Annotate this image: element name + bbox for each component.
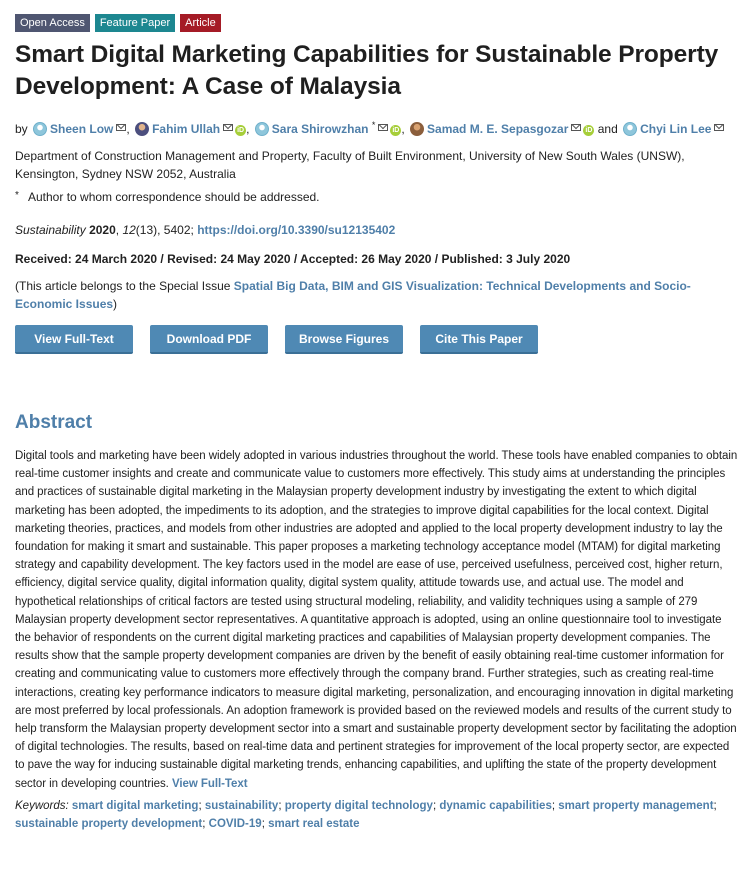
cite-this-paper-button[interactable]: Cite This Paper (420, 325, 538, 354)
citation-line: Sustainability 2020, 12(13), 5402; https://doi.org/10.3390/su12135402 (15, 223, 396, 237)
browse-figures-button[interactable]: Browse Figures (285, 325, 403, 354)
author-separator: , (246, 122, 250, 136)
article-title: Smart Digital Marketing Capabilities for Sustainable Property Development: A Case of Malaysia (15, 41, 719, 100)
citation-issue-pages: (13), 5402; (135, 223, 194, 237)
article-page (15, 14, 740, 833)
citation-year: 2020 (89, 223, 116, 237)
avatar-icon (410, 122, 424, 136)
keyword-link[interactable]: sustainability (204, 799, 279, 812)
author-name-link[interactable]: Sheen Low (50, 122, 114, 136)
correspondence-note (15, 187, 740, 206)
by-label: by (15, 122, 28, 136)
author-separator: and (597, 122, 618, 136)
mail-icon[interactable] (223, 124, 233, 131)
keyword-link[interactable]: COVID-19 (208, 817, 262, 830)
keyword-link[interactable]: smart digital marketing (71, 799, 199, 812)
orcid-icon[interactable]: iD (392, 127, 400, 134)
orcid-icon[interactable]: iD (237, 127, 245, 134)
author-sheen-low (31, 122, 133, 136)
keyword-link[interactable]: dynamic capabilities (439, 799, 552, 812)
article-type-badge: Article (180, 14, 221, 32)
feature-paper-badge[interactable]: Feature Paper (95, 14, 175, 32)
citation-volume: 12 (122, 223, 136, 237)
special-issue-link[interactable]: Spatial Big Data, BIM and GIS Visualization: Technical Developments and Socio-Economic Issues (15, 279, 691, 311)
corresponding-mark: * (371, 120, 376, 130)
abstract-text: Digital tools and marketing have been widely adopted in various industries throughout the world. These tools have enabled companies to obtain real-time customer insights and create and communicate value to customers more effectively. This study aims at understanding the principles and practices of sustainable digital marketing in the Malaysian property development industry by investigating the extent to which digital marketing has been adopted, the impediments to its adoption, and the strategies to improve digital capabilities for the local context. Digital marketing theories, practices, and models from other industries are adopted and applied to the local property development industry to lay the foundation for making it smart and sustainable. This paper proposes a marketing technology acceptance model (MTAM) for digital marketing strategy and capability development. The key factors used in the model are ease of use, perceived usefulness, perceived cost, higher return, efficiency, digital service quality, digital information quality, digital system quality, attitude towards use, and actual use. The model and hypothetical relationships of critical factors are tested using structural modeling, reliability, and validity techniques using a sample of 279 Malaysian property development sector representatives. A quantitative approach is adopted, using an online questionnaire tool to investigate the behavior of respondents on the current digital marketing practices and capabilities of Malaysian property development companies. The results show that the sample property development companies are driven by the benefit of easily obtaining real-time customer information for creating and communicating value to customers more effectively through the company brand. Further strategies, such as creating real-time interactions, creating key performance indicators to measure digital marketing, personalization, and encouraging innovation in digital marketing are most preferred by local professionals. An adoption framework is provided based on the reviewed models and results of the current study to help transform the Malaysian property development sector into a smart and sustainable property development sector by facilitating the adoption of digital technologies. The results, based on real-time data and pertinent strategies for improvement of the local property sector, are expected to pave the way for inducing sustainable digital marketing trends, enhancing capabilities, and uplifting the state of the property development sector in developing countries. (15, 450, 738, 790)
avatar-icon (33, 122, 47, 136)
special-issue-prefix: (This article belongs to the Special Issue (15, 279, 231, 293)
keyword-link[interactable]: sustainable property development (15, 817, 203, 830)
author-name-link[interactable]: Samad M. E. Sepasgozar (427, 122, 569, 136)
mail-icon[interactable] (571, 124, 581, 131)
author-separator: , (126, 122, 130, 136)
abstract-full-text-link[interactable]: View Full-Text (171, 777, 248, 790)
author-samad-sepasgozar (408, 122, 621, 136)
abstract-body (15, 447, 740, 793)
abstract-heading: Abstract (15, 412, 93, 433)
avatar-icon (623, 122, 637, 136)
view-full-text-button[interactable]: View Full-Text (15, 325, 133, 354)
mail-icon[interactable] (116, 124, 126, 131)
special-issue-suffix: ) (113, 297, 118, 311)
keywords: Keywords: smart digital marketing; sustainability; property digital technology; dynamic capabilities; smart property management; sustainable property development; COVID-19; smart real estate (15, 799, 717, 830)
author-name-link[interactable]: Chyi Lin Lee (640, 122, 712, 136)
keyword-link[interactable]: smart property management (558, 799, 714, 812)
doi-link[interactable]: https://doi.org/10.3390/su12135402 (197, 223, 396, 237)
open-access-badge[interactable]: Open Access (15, 14, 90, 32)
correspondence-mark: * (15, 190, 19, 201)
mail-icon[interactable] (378, 124, 388, 131)
special-issue-note (15, 277, 740, 313)
mail-icon[interactable] (714, 124, 724, 131)
author-name-link[interactable]: Fahim Ullah (152, 122, 221, 136)
avatar-icon (135, 122, 149, 136)
keyword-link[interactable]: smart real estate (268, 817, 360, 830)
publication-dates: Received: 24 March 2020 / Revised: 24 May 2020 / Accepted: 26 May 2020 / Published: 3 July 2020 (15, 252, 571, 266)
keywords-label: Keywords: (15, 799, 69, 812)
journal-name: Sustainability (15, 223, 86, 237)
author-sara-shirowzhan (253, 122, 408, 136)
author-separator: , (401, 122, 405, 136)
download-pdf-button[interactable]: Download PDF (150, 325, 268, 354)
author-chyi-lin-lee (621, 122, 724, 136)
author-list (15, 115, 740, 139)
orcid-icon[interactable]: iD (585, 127, 593, 134)
author-fahim-ullah (133, 122, 253, 136)
affiliation: Department of Construction Management and Property, Faculty of Built Environment, University of New South Wales (UNSW), Kensington, Sydney NSW 2052, Australia (15, 149, 685, 181)
action-buttons (15, 325, 740, 354)
author-name-link[interactable]: Sara Shirowzhan (271, 122, 369, 136)
correspondence-text: Author to whom correspondence should be addressed. (28, 190, 320, 204)
avatar-icon (255, 122, 269, 136)
keyword-link[interactable]: property digital technology (284, 799, 433, 812)
badge-row (15, 14, 740, 32)
